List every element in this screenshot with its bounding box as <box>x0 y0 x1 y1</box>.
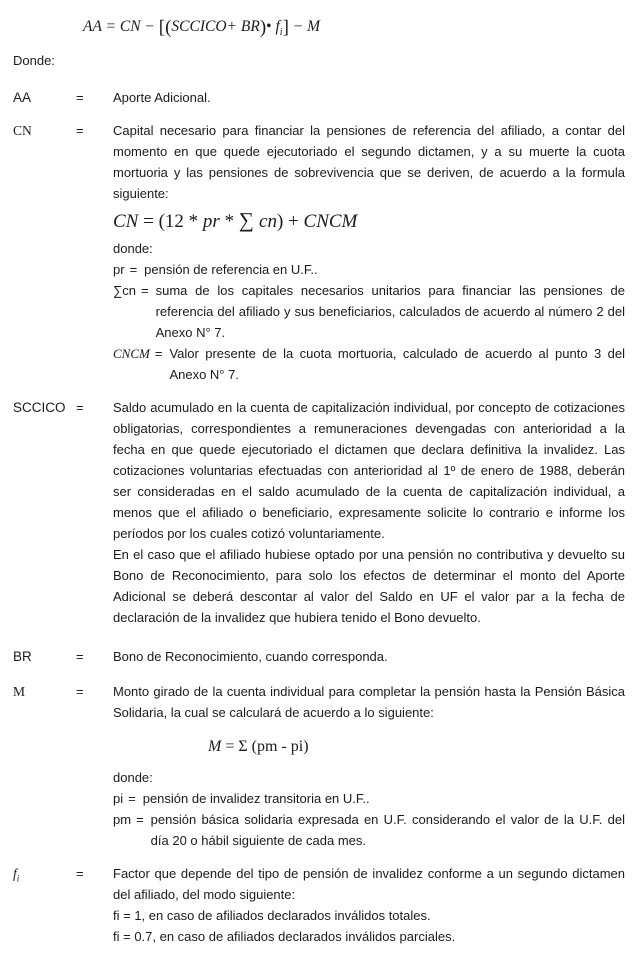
term-m: M <box>13 684 26 700</box>
main-formula-close-bracket: ] <box>282 17 289 38</box>
entry-sccico <box>13 397 625 628</box>
main-formula-f-subscript: i <box>279 27 283 39</box>
term-sccico: SCCICO <box>13 400 66 416</box>
equals-sign: = <box>76 866 84 882</box>
subdef-pm <box>113 809 625 851</box>
cn-formula-cncm: CNCM <box>303 211 358 233</box>
definition-text: Capital necesario para financiar la pensiones de referencia del afiliado, a contar del momento en que quede ejecutoriado el segundo dictamen, y a su muerte la cuota mortuoria y las pensiones de sobrevivencia que se deriven, de acuerdo a la formula siguiente: <box>113 123 625 202</box>
definition-cn <box>113 120 625 385</box>
fi-case-total: fi = 1, en caso de afiliados declarados inválidos totales. <box>113 908 431 924</box>
m-formula <box>208 735 625 759</box>
equals-sign: = <box>76 684 84 700</box>
term-cn: CN <box>13 123 32 139</box>
fi-subscript: i <box>16 873 20 884</box>
main-formula-minus-m: − M <box>288 18 321 35</box>
subdef-symbol: ∑cn <box>113 283 136 299</box>
cn-formula <box>113 205 625 237</box>
equals-sign: = <box>76 123 84 139</box>
entry-br <box>13 646 625 667</box>
subdef-pi <box>113 788 625 809</box>
definition-br <box>113 646 625 667</box>
definition-text: Bono de Reconocimiento, cuando corresponda. <box>113 649 388 665</box>
definition-paragraph-2: En el caso que el afiliado hubiese optado por una pensión no contributiva y devuelto su Bono de Reconocimiento, para solo los efectos de determinar el monto del Aporte Adicional se deberá descontar al valor del Saldo en UF el valor par a la fecha de declaración de la invalidez que hubiera tenido el Bono devuelto. <box>113 547 625 626</box>
cn-formula-star: * <box>219 211 239 233</box>
definition-m <box>113 681 625 851</box>
entry-m <box>13 681 625 851</box>
equals-sign: = <box>128 791 136 807</box>
main-formula-close-paren: ) <box>259 17 267 38</box>
definition-text: Monto girado de la cuenta individual para completar la pensión hasta la Pensión Básica Solidaria, la cual se calculará de acuerdo a lo siguiente: <box>113 684 625 721</box>
subdef-text: suma de los capitales necesarios unitarios para financiar las pensiones de referencia del afiliado y sus beneficiarios, calculados de acuerdo al número 2 del Anexo N° 7. <box>155 283 625 341</box>
cn-formula-cn2: cn <box>259 211 277 233</box>
cn-formula-cn: CN <box>113 211 139 233</box>
donde-inner-label: donde: <box>113 241 153 257</box>
equals-sign: = <box>76 400 84 416</box>
entry-fi <box>13 863 625 947</box>
subdef-label <box>113 809 151 851</box>
equals-sign: = <box>76 649 84 665</box>
definition-paragraph-1: Saldo acumulado en la cuenta de capitalización individual, por concepto de cotizaciones obligatorias, correspondientes a remuneraciones devengadas con anterioridad a la fecha en que quede ejecutoriado el dictamen que declara definitiva la invalidez. Las cotizaciones voluntarias efectuadas con anterioridad al 1º de enero de 1988, deberán ser consideradas en el saldo acumulado de la cuenta de capitalización individual, a menos que el afiliado o beneficiario, expresamente solicite lo contrario e informe los períodos por los cuales cotizó voluntariamente. <box>113 400 625 542</box>
main-formula-bullet: • <box>266 18 276 35</box>
cn-formula-pr: pr <box>202 211 220 233</box>
subdef-cncm <box>113 343 625 385</box>
subdef-label <box>113 280 156 343</box>
subdef-symbol: CNCM <box>113 346 150 362</box>
equals-sign: = <box>154 346 163 362</box>
definition-text: Aporte Adicional. <box>113 90 211 106</box>
cn-formula-eq: = (12 * <box>138 211 203 233</box>
entry-aa <box>13 87 625 108</box>
m-formula-rest: = Σ (pm - pi) <box>221 738 309 756</box>
term-br: BR <box>13 649 32 665</box>
subdef-label <box>113 343 169 385</box>
fi-case-partial: fi = 0.7, en caso de afiliados declarados inválidos parciales. <box>113 929 456 945</box>
definition-sccico <box>113 397 625 628</box>
entry-cn <box>13 120 625 385</box>
subdef-label <box>113 259 144 280</box>
fi-letter: f <box>13 866 17 882</box>
subdef-symbol: pm <box>113 812 132 828</box>
main-formula-lhs: AA = CN − <box>83 18 159 35</box>
main-formula <box>83 16 625 43</box>
subdef-text: Valor presente de la cuota mortuoria, calculado de acuerdo al punto 3 del Anexo N° 7. <box>169 346 625 383</box>
subdef-sum-cn <box>113 280 625 343</box>
definition-fi <box>113 863 625 947</box>
subdef-text: pensión básica solidaria expresada en U.F. considerando el valor de la U.F. del día 20 o hábil siguiente de cada mes. <box>150 812 625 849</box>
term-aa: AA <box>13 90 32 106</box>
donde-inner-label: donde: <box>113 770 153 786</box>
equals-sign: = <box>76 90 84 106</box>
term-fi <box>13 863 76 890</box>
m-formula-m: M <box>208 738 222 756</box>
equals-sign: = <box>136 812 144 828</box>
equals-sign: = <box>141 283 149 299</box>
definition-text: Factor que depende del tipo de pensión de invalidez conforme a un segundo dictamen del afiliado, del modo siguiente: <box>113 866 625 903</box>
donde-label: Donde: <box>13 53 55 69</box>
main-formula-open-brackets: [( <box>158 17 172 38</box>
subdef-label <box>113 788 143 809</box>
subdef-pr <box>113 259 625 280</box>
subdef-text: pensión de invalidez transitoria en U.F.. <box>142 791 370 807</box>
subdef-text: pensión de referencia en U.F.. <box>144 262 318 278</box>
definition-aa <box>113 87 625 108</box>
main-formula-f: f <box>275 18 280 35</box>
equals-sign: = <box>129 262 138 278</box>
main-formula-inner: SCCICO+ BR <box>171 18 260 35</box>
subdef-symbol: pr <box>113 262 125 278</box>
sigma-symbol: ∑ <box>238 208 260 233</box>
cn-formula-close: ) + <box>276 211 304 233</box>
subdef-symbol: pi <box>113 791 124 807</box>
